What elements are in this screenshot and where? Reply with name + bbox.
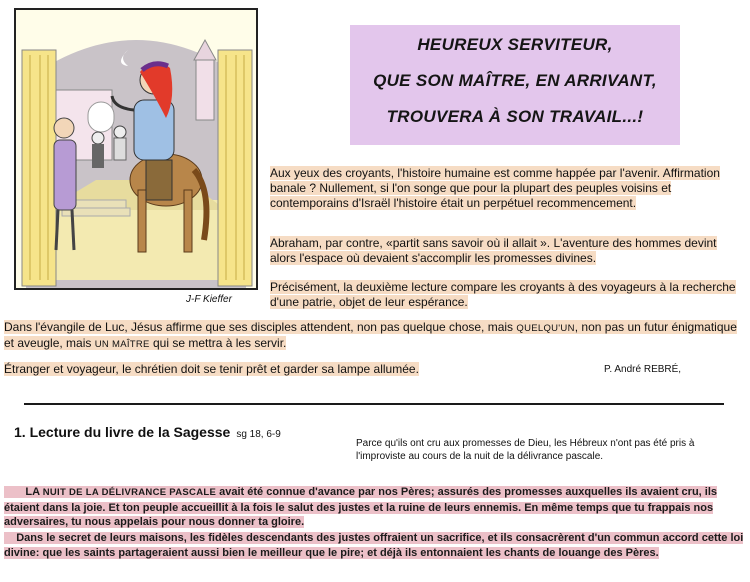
section-divider xyxy=(24,403,724,405)
title-box xyxy=(350,25,680,145)
reading-text-1: LA NUIT DE LA DÉLIVRANCE PASCALE avait été connue d'avance par nos Pères; assurés des promesses auxquelles ils avaient cru, ils étaient dans la joie. Et ton peuple accueillit à la fois le salut des justes et la ruine de leurs ennemis. En même temps que tu frappais nos adversaires, tu nous appelais pour nous donner ta gloire. xyxy=(4,486,718,528)
commentary-paragraph-3: Précisément, la deuxième lecture compare les croyants à des voyageurs à la recherche d'une patrie, objet de leur espérance. xyxy=(270,280,736,309)
doorway-horseman-icon xyxy=(16,10,256,288)
author-signature: P. André REBRÉ, xyxy=(604,364,682,375)
reading-text-2: Dans le secret de leurs maisons, les fidèles descendants des justes offraient un sacrifice, et ils consacrèrent d'un commun accord cette loi divine: que les saints partageraient aussi bien le meilleur que le pire; et déjà ils entonnaient les chants de louange des Pères. xyxy=(4,532,744,559)
title-line-1: HEUREUX SERVITEUR, xyxy=(417,35,613,54)
title-line-3: TROUVERA À SON TRAVAIL...! xyxy=(386,107,644,126)
title-line-2: QUE SON MAÎTRE, EN ARRIVANT, xyxy=(373,71,657,90)
reading-introduction: Parce qu'ils ont cru aux promesses de Dieu, les Hébreux n'ont pas été pris à l'improviste au cours de la nuit de la délivrance pascale. xyxy=(356,438,695,462)
commentary-paragraph-2: Abraham, par contre, «partit sans savoir où il allait ». L'aventure des hommes devint alors l'espace où devaient s'accomplir les promesses divines. xyxy=(270,236,717,265)
commentary-paragraph-1: Aux yeux des croyants, l'histoire humaine est comme happée par l'avenir. Affirmation banale ? Nullement, si l'on songe que pour la plupart des peuples voisins et contemporains d'Israël l'histoire était un perpétuel recommencement. xyxy=(270,166,720,210)
reading-reference: sg 18, 6-9 xyxy=(236,429,281,440)
illustration-caption: J-F Kieffer xyxy=(186,294,232,305)
commentary-paragraph-5: Étranger et voyageur, le chrétien doit se tenir prêt et garder sa lampe allumée. xyxy=(4,362,419,376)
illustration-image xyxy=(14,8,258,290)
commentary-paragraph-4: Dans l'évangile de Luc, Jésus affirme que ses disciples attendent, non pas quelque chose, mais QUELQU'UN, non pas un futur énigmatique et aveugle, mais UN MAÎTRE qui se mettra à les servir. xyxy=(4,320,737,350)
reading-heading: 1. Lecture du livre de la Sagesse sg 18, 6-9 xyxy=(14,424,281,440)
